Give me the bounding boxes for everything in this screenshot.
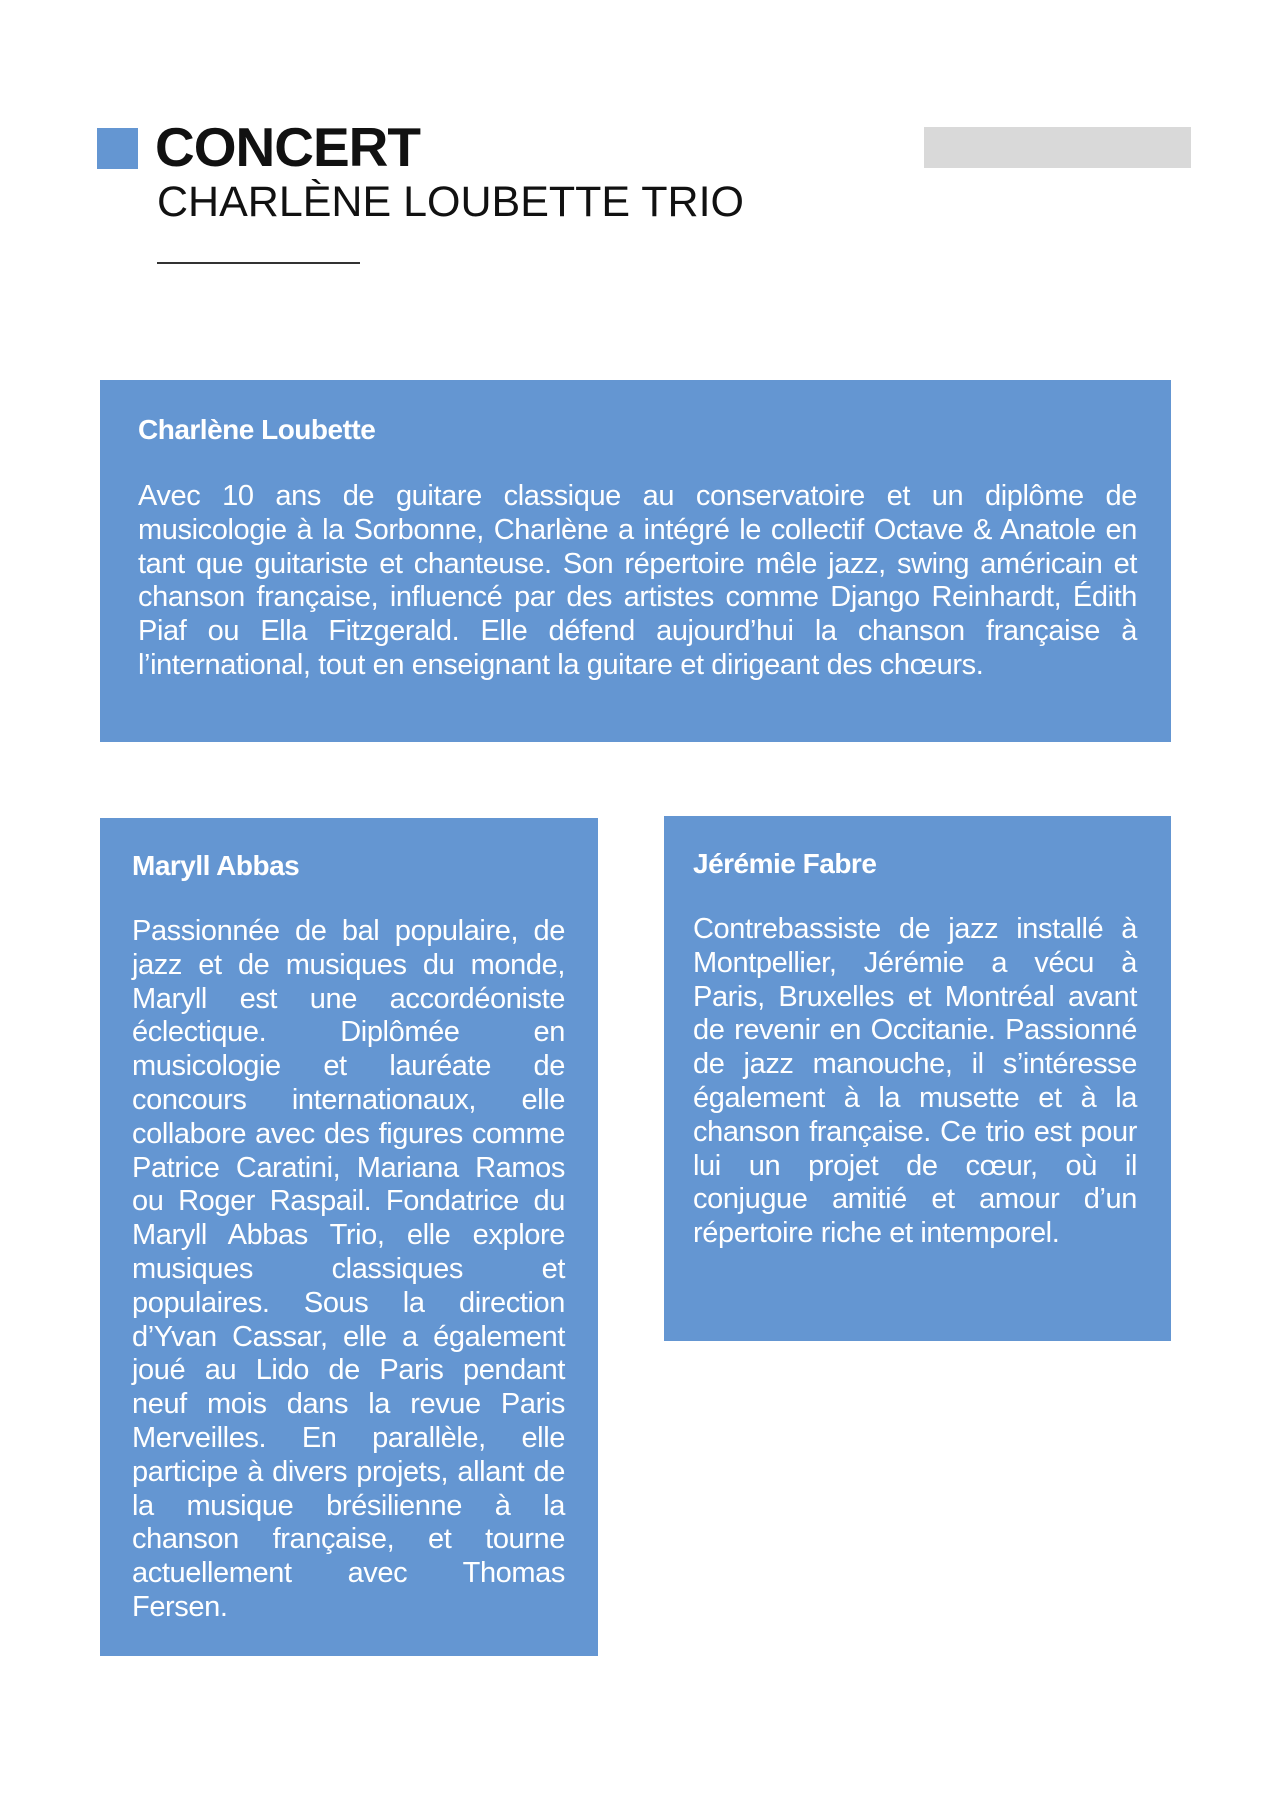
bio-text: Passionnée de bal populaire, de jazz et de musiques du monde, Maryll est une accordéoniste éclectique. Diplômée en musicologie et lauréate de concours internationaux, elle collabore avec des figures comme Patrice Caratini, Mariana Ramos ou Roger Raspail. Fondatrice du Maryll Abbas Trio, elle explore musiques classiques et populaires. Sous la direction d’Yvan Cassar, elle a également joué au Lido de Paris pendant neuf mois dans la revue Paris Merveilles. En parallèle, elle participe à divers projets, allant de la musique brésilienne à la chanson française, et tourne actuellement avec Thomas Fersen. [132,915,565,1623]
page-subtitle: CHARLÈNE LOUBETTE TRIO [157,178,744,226]
bio-card-charlene [100,380,1171,742]
bio-text: Avec 10 ans de guitare classique au conservatoire et un diplôme de musicologie à la Sorbonne, Charlène a intégré le collectif Octave & Anatole en tant que guitariste et chanteuse. Son répertoire mêle jazz, swing américain et chanson française, influencé par des artistes comme Django Reinhardt, Édith Piaf ou Ella Fitzgerald. Elle défend aujourd’hui la chanson française à l’international, tout en enseignant la guitare et dirigeant des chœurs. [138,480,1137,681]
bio-name: Charlène Loubette [138,414,376,445]
bio-card-maryll [100,818,598,1656]
title-divider [157,262,360,264]
bio-name: Maryll Abbas [132,850,300,881]
bio-card-jeremie [664,816,1171,1341]
placeholder-bar [924,127,1191,168]
bio-text: Contrebassiste de jazz installé à Montpellier, Jérémie a vécu à Paris, Bruxelles et Montréal avant de revenir en Occitanie. Passionné de jazz manouche, il s’intéresse également à la musette et à la chanson française. Ce trio est pour lui un projet de cœur, où il conjugue amitié et amour d’un répertoire riche et intemporel. [693,913,1137,1250]
accent-square [97,128,138,169]
page-title: CONCERT [155,116,420,178]
bio-name: Jérémie Fabre [693,848,877,879]
